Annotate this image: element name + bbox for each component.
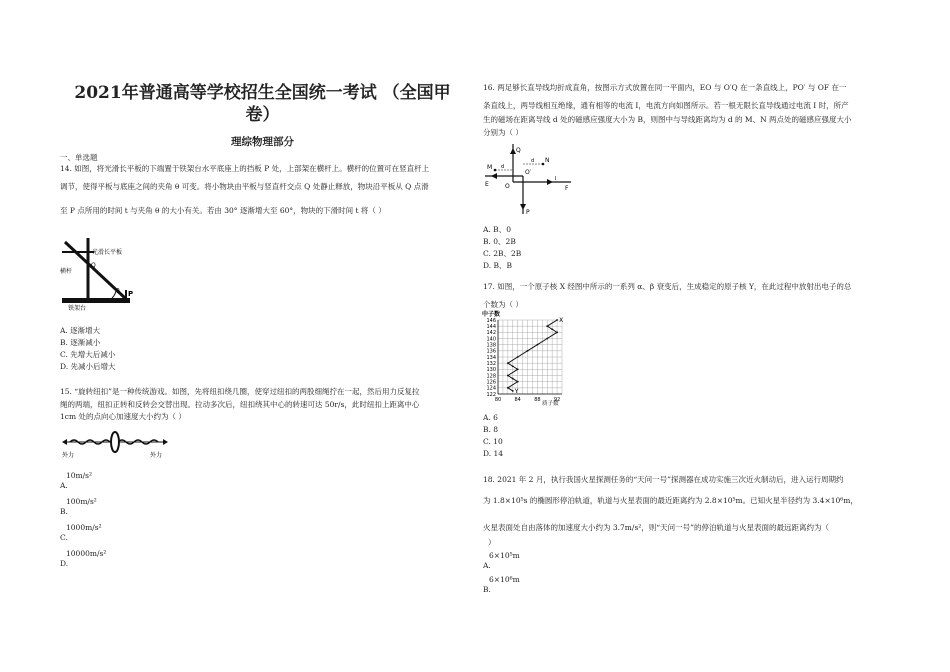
current-arrow-4 [491,173,497,179]
q14-option-d: D. 先减小后增大 [60,362,116,371]
y-tick-label: 130 [486,367,496,374]
decay-point [512,365,514,367]
q16-option-c: C. 2B、2B [483,249,522,258]
q17-option-a: A. 6 [483,413,498,422]
q15-figure [60,424,170,460]
exam-subtitle: 理综物理部分 [231,136,294,148]
right-force-label: 外力 [150,452,163,459]
start-nucleus-label: X [559,317,564,324]
label-f: F [565,185,569,192]
decay-path [507,317,563,395]
y-tick-label: 142 [486,330,496,337]
plank-label: 光滑长平板 [92,249,123,256]
y-tick-label: 144 [486,323,496,330]
decay-point [546,325,548,327]
y-tick-label: 146 [486,317,496,324]
q18-line1: 18. 2021 年 2 月，执行我国火星探测任务的“天问一号”探测器在成功实施三次近火制动后，进入运行周期约 [483,475,844,484]
q18-option-a-value: 6×10⁵m [489,551,520,560]
y-tick-label: 138 [486,342,496,349]
section-heading: 一、单选题 [60,153,98,162]
q14-option-c: C. 先增大后减小 [60,350,116,359]
q15-option-c-value: 1000m/s² [66,523,102,532]
q16-figure [483,140,573,216]
x-tick-label: 80 [494,397,502,403]
q15-option-a-letter: A. [60,481,68,490]
stand-base [62,298,130,303]
decay-point [517,368,519,370]
chart-ticks [486,318,560,403]
q15-option-b-value: 100m/s² [66,497,97,506]
decay-point [556,331,558,333]
rod-label: 横杆 [60,268,73,275]
q18-line2: 为 1.8×10⁵s 的椭圆形停泊轨道，轨道与火星表面的最近距离约为 2.8×10⁵m。已知火星半径约为 3.4×10⁶m， [483,496,858,505]
q16-option-a: A. B、0 [483,225,511,234]
label-o-prime: O′ [525,169,532,176]
label-current: I [555,176,557,182]
exam-title [60,82,465,126]
q15-option-a-value: 10m/s² [66,471,93,480]
q14-option-a: A. 逐渐增大 [60,326,101,335]
decay-point [507,387,509,389]
y-axis-label: 中子数 [482,311,501,318]
decay-point [512,378,514,380]
q16-line4: 分别为（ ） [483,128,523,137]
q15-option-c-letter: C. [60,533,68,542]
label-o: O [505,183,510,190]
q17-chart [478,308,578,408]
left-arrowhead [62,439,67,445]
x-axis-label: 质子数 [542,401,559,407]
end-nucleus-label: Y [514,387,519,395]
chart-grid [498,320,562,394]
q15-option-d-letter: D. [60,559,69,568]
p-label: P [128,290,134,298]
q15-line1: 15. “旋转纽扣”是一种传统游戏。如图，先将纽扣绕几圈，使穿过纽扣的两股细绳拧在一起，然后用力反复拉 [60,387,420,396]
decay-point [551,328,553,330]
y-tick-label: 126 [486,379,496,386]
decay-point [507,362,509,364]
button-disc [111,432,119,452]
label-p: P [526,209,530,216]
theta-label: θ [116,288,120,295]
decay-point [507,375,509,377]
q17-line1: 17. 如图，一个原子核 X 经图中所示的一系列 α、β 衰变后，生成稳定的原子核 Y，在此过程中放射出电子的总 [483,282,852,291]
decay-point [517,356,519,358]
decay-point [517,381,519,383]
right-arrowhead [163,439,168,445]
q15-line3: 1cm 处的点向心加速度大小约为（ ） [60,412,186,421]
label-n: N [545,157,550,164]
q17-option-c: C. 10 [483,437,503,446]
q14-figure [60,232,150,312]
q14-line3: 至 P 点所用的时间 t 与夹角 θ 的大小有关。若由 30° 逐渐增大至 60°，物块的下滑时间 t 将（ ） [60,206,386,215]
y-tick-label: 124 [486,385,496,392]
q18-line3: 火星表面处自由落体的加速度大小约为 3.7m/s²，则“天问一号”的停泊轨道与火星表面的最远距离约为（ [483,523,829,532]
q15-option-d-value: 10000m/s² [66,549,107,558]
label-e: E [485,181,489,188]
y-tick-label: 134 [486,354,496,361]
q14-option-b: B. 逐渐减小 [60,338,101,347]
point-n [542,163,545,166]
decay-point [536,344,538,346]
q18-line4: ） [488,538,496,547]
decay-point [527,350,529,352]
y-tick-label: 136 [486,348,496,355]
y-tick-label: 122 [486,391,496,398]
q17-option-d: D. 14 [483,449,504,458]
exam-title-line2: 卷） [245,105,280,125]
q15-line2: 绳的两端，纽扣正转和反转会交替出现。拉动多次后，纽扣绕其中心的转速可达 50r/s，此时纽扣上距离中心 [60,400,420,409]
q-label: Q [91,262,96,269]
q14-line1: 14. 如图，将光滑长平板的下端置于铁架台水平底座上的挡板 P 处，上部架在横杆上。横杆的位置可在竖直杆上 [60,164,430,173]
x-tick-label: 92 [553,397,561,403]
y-tick-label: 132 [486,360,496,367]
q14-line2: 调节，使得平板与底座之间的夹角 θ 可变。将小物块由平板与竖直杆交点 Q 处静止释放，物块沿平板从 Q 点滑 [60,182,429,191]
q17-option-b: B. 8 [483,425,499,434]
q18-option-b-value: 6×10⁶m [489,575,520,584]
label-d-right: d [531,158,535,164]
label-q: Q [516,147,521,154]
current-arrow-2 [547,179,553,185]
y-tick-label: 140 [486,336,496,343]
stand-label: 铁架台 [68,305,87,312]
label-d-left: d [501,164,505,170]
q18-option-a-letter: A. [483,561,491,570]
decay-point [556,319,558,321]
q17-line2: 个数为（ ） [483,300,523,309]
decay-point [546,338,548,340]
y-tick-label: 128 [486,373,496,380]
q16-line3: 生的磁场在距离导线 d 处的磁感应强度大小为 B，则图中与导线距离均为 d 的 M、N 两点处的磁感应强度大小 [483,115,852,124]
q16-line2: 条直线上，两导线相互绝缘，通有相等的电流 I，电流方向如图所示。若一根无限长直导线通过电流 I 时，所产 [483,101,849,110]
exam-title-line1: 2021年普通高等学校招生全国统一考试 （全国甲 [74,83,451,103]
q16-option-d: D. B、B [483,261,513,270]
x-tick-label: 84 [514,397,521,403]
point-m [494,169,497,172]
label-m: M [487,164,493,171]
q15-option-b-letter: B. [60,507,68,516]
q18-option-b-letter: B. [483,585,491,594]
q16-option-b: B. 0、2B [483,237,516,246]
left-force-label: 外力 [62,452,75,459]
q16-line1: 16. 两足够长直导线均折成直角，按图示方式放置在同一平面内，EO 与 O′Q 在一条直线上，PO′ 与 OF 在一 [483,83,847,92]
x-tick-label: 88 [534,397,541,403]
decay-point [512,390,514,392]
